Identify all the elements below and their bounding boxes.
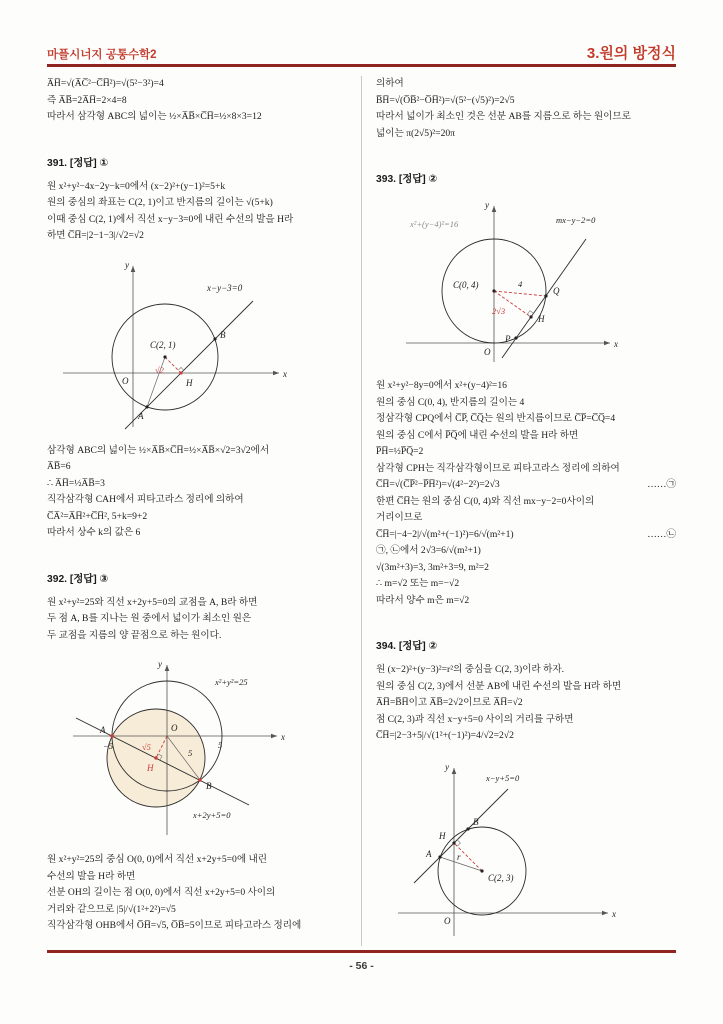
point-a [145, 405, 148, 408]
solution-line: 직각삼각형 OHB에서 O̅H̅=√5, O̅B̅=5이므로 피타고라스 정리에 [47, 920, 302, 931]
point-h [529, 315, 532, 318]
solution-line: 삼각형 CPH는 직각삼각형이므로 피타고라스 정리에 의하여 [376, 462, 620, 474]
point-b [466, 827, 469, 830]
origin-label: O [444, 915, 451, 926]
solution-line: ∴ m=√2 또는 m=−√2 [376, 578, 460, 589]
solution-390-continued [47, 76, 347, 126]
solution-line: C̅A̅²=A̅H̅²+C̅H̅², 5+k=9+2 [47, 510, 148, 522]
point-p-label: P [505, 334, 511, 344]
point-c [492, 289, 495, 292]
tick-neg5-label: −5 [103, 741, 113, 751]
solution-line: 따라서 양수 m은 m=√2 [376, 594, 470, 606]
equation-tag: ……㉠ [647, 479, 676, 490]
x-axis-arrow-icon [273, 370, 279, 375]
y-axis-arrow-icon [452, 768, 457, 774]
radius-ob-length-label: 5 [188, 748, 193, 758]
problem-393-heading: 393. [정답] ② [376, 174, 438, 185]
radius-ca [440, 857, 482, 871]
point-q [544, 294, 547, 297]
circle-equation-label: x²+(y−4)²=16 [410, 219, 459, 229]
figure-391 [55, 255, 347, 435]
x-axis-label: x [612, 908, 616, 919]
x-axis-arrow-icon [602, 910, 608, 915]
radius-cq [494, 291, 546, 296]
origin-label: O [484, 347, 491, 357]
solution-line: 따라서 삼각형 ABC의 넓이는 ½×A̅B̅×C̅H̅=½×8×3=12 [47, 111, 262, 122]
chord-line-393 [502, 239, 586, 358]
y-axis-arrow-icon [165, 665, 170, 671]
solution-line: 두 점 A, B를 지나는 원 중에서 넓이가 최소인 원은 [47, 613, 252, 624]
figure-394 [384, 755, 676, 945]
point-a-label: A [426, 848, 432, 859]
center-label: C(2, 3) [488, 872, 514, 883]
solution-line: 원 x²+y²=25와 직선 x+2y+5=0의 교점을 A, B라 하면 [47, 596, 258, 608]
solution-line: 선분 OH의 길이는 점 O(0, 0)에서 직선 x+2y+5=0 사이의 [47, 887, 276, 898]
point-h [154, 756, 157, 759]
circle-equation-label: x²+y²=25 [215, 677, 248, 687]
tick-5-label: 5 [218, 740, 223, 750]
point-b-label: B [473, 816, 479, 827]
solution-line: 점 C(2, 3)과 직선 x−y+5=0 사이의 거리를 구하면 [376, 713, 574, 725]
content-columns [47, 76, 676, 946]
x-axis-arrow-icon [604, 341, 610, 346]
segment-oh-length-label: √5 [142, 742, 151, 752]
point-h [452, 841, 455, 844]
solution-line: 의하여 [376, 78, 404, 89]
solution-line: 직각삼각형 CAH에서 피타고라스 정리에 의하여 [47, 494, 244, 505]
point-a-label: A [100, 725, 106, 735]
figure-391-canvas [55, 255, 290, 430]
point-b-label: B [206, 781, 212, 791]
center-label: C(0, 4) [453, 280, 479, 290]
right-angle-mark [457, 839, 460, 845]
x-axis-label: x [614, 339, 618, 349]
figure-393 [376, 195, 676, 370]
solution-line: 따라서 넓이가 최소인 것은 선분 AB를 지름으로 하는 원이므로 [376, 111, 631, 122]
point-c [163, 355, 166, 358]
solution-line-tagged [376, 527, 676, 544]
figure-392-canvas [55, 654, 290, 839]
segment-ch-length-label: 2√3 [492, 306, 506, 316]
solution-line: 이때 중심 C(2, 1)에서 직선 x−y−3=0에 내린 수선의 발을 H라 [47, 213, 294, 225]
x-axis-arrow-icon [271, 734, 277, 739]
point-h [179, 371, 182, 374]
solution-line: 거리와 같으므로 |5|/√(1²+2²)=√5 [47, 903, 176, 915]
solution-line: ∴ A̅H̅=½A̅B̅=3 [47, 477, 105, 489]
point-a-label: A [138, 410, 144, 421]
origin-label: O [171, 723, 178, 733]
chapter-title: 3.원의 방정식 [586, 45, 676, 62]
line-equation-label: x−y−3=0 [207, 282, 243, 293]
figure-394-canvas [384, 755, 619, 940]
y-axis-label: y [445, 761, 449, 772]
point-a [110, 734, 113, 737]
point-h-label: H [186, 377, 193, 388]
point-q-label: Q [553, 286, 560, 296]
chord-line-391 [125, 301, 253, 429]
solution-392-continued [376, 76, 676, 142]
y-axis-arrow-icon [492, 206, 497, 212]
y-axis-label: y [485, 200, 489, 210]
solution-line: 원의 중심 C(0, 4), 반지름의 길이는 4 [376, 396, 525, 408]
y-axis-label: y [158, 659, 162, 669]
center-label: C(2, 1) [150, 339, 176, 350]
line-equation-label: x+2y+5=0 [193, 810, 231, 820]
radius-r-label: r [457, 851, 461, 862]
line-equation-label: x−y+5=0 [486, 772, 520, 783]
solution-line: A̅H̅=√(A̅C̅²−C̅H̅²)=√(5²−3²)=4 [47, 78, 164, 89]
point-h-label: H [439, 830, 446, 841]
solution-line: 수선의 발을 H라 하면 [47, 870, 136, 882]
solution-line: 원 x²+y²−8y=0에서 x²+(y−4)²=16 [376, 380, 507, 391]
solution-line: 원 (x−2)²+(y−3)²=r²의 중심을 C(2, 3)이라 하자. [376, 664, 565, 675]
figure-393-canvas [376, 195, 626, 365]
point-b [198, 778, 201, 781]
solution-line: B̅H̅=√(O̅B̅²−O̅H̅²)=√(5²−(√5)²)=2√5 [376, 94, 515, 106]
solution-line: 정삼각형 CPQ에서 C̅P̅, C̅Q̅는 원의 반지름이므로 C̅P̅=C̅Q̅=4 [376, 413, 616, 424]
solution-line: 따라서 상수 k의 값은 6 [47, 527, 141, 538]
solution-line: 넓이는 π(2√5)²=20π [376, 127, 456, 139]
equation-text: C̅H̅=√(C̅P̅²−P̅H̅²)=√(4²−2²)=2√3 [376, 479, 500, 490]
solution-line: 한편 C̅H̅는 원의 중심 C(0, 4)와 직선 mx−y−2=0사이의 [376, 495, 595, 507]
point-b [213, 337, 216, 340]
point-h-label: H [538, 314, 545, 324]
solution-line: 원의 중심의 좌표는 C(2, 1)이고 반지름의 길이는 √(5+k) [47, 197, 273, 208]
solution-line: C̅H̅=|2−3+5|/√(1²+(−1)²)=4/√2=2√2 [376, 730, 514, 741]
solution-line: √(3m²+3)=3, 3m²+3=9, m²=2 [376, 561, 489, 573]
left-column [47, 76, 347, 946]
radius-length-label: 4 [518, 279, 523, 289]
solution-line-tagged [376, 477, 676, 494]
solution-line: 즉 A̅B̅=2A̅H̅=2×4=8 [47, 94, 127, 106]
y-axis-label: y [125, 259, 129, 270]
segment-ch [165, 357, 181, 373]
point-c [480, 869, 483, 872]
footer-rule [47, 950, 676, 953]
solution-line: 거리이므로 [376, 512, 423, 523]
book-title: 마플시너지 공통수학2 [47, 49, 157, 61]
solution-line: 원의 중심 C(2, 3)에서 선분 AB에 내린 수선의 발을 H라 하면 [376, 680, 622, 692]
solution-line: 삼각형 ABC의 넓이는 ½×A̅B̅×C̅H̅=½×A̅B̅×√2=3√2에서 [47, 444, 270, 456]
problem-394-heading: 394. [정답] ② [376, 641, 438, 652]
solution-line: 두 교점을 지름의 양 끝점으로 하는 원이다. [47, 629, 222, 641]
column-divider [361, 76, 362, 946]
solution-line: ㉠, ㉡에서 2√3=6/√(m²+1) [376, 545, 481, 556]
x-axis-label: x [281, 732, 285, 742]
point-h-label: H [147, 763, 154, 773]
page-number: - 56 - [349, 960, 374, 972]
solution-line: A̅B̅=6 [47, 461, 71, 472]
solution-line: 원 x²+y²=25의 중심 O(0, 0)에서 직선 x+2y+5=0에 내린 [47, 854, 268, 865]
solution-line: 원의 중심 C에서 P̅Q̅에 내린 수선의 발을 H라 하면 [376, 429, 579, 441]
segment-ch-length-label: √2 [155, 364, 164, 375]
chord-line-394 [414, 789, 508, 883]
origin-label: O [122, 375, 129, 386]
solution-line: P̅H̅=½P̅Q̅=2 [376, 446, 424, 457]
solution-line: 원 x²+y²−4x−2y−k=0에서 (x−2)²+(y−1)²=5+k [47, 180, 226, 192]
right-angle-mark [178, 367, 184, 370]
equation-tag: ……㉡ [647, 528, 676, 540]
point-b-label: B [220, 329, 226, 340]
problem-391-heading: 391. [정답] ① [47, 157, 109, 169]
point-p [514, 336, 517, 339]
header-rule [47, 64, 676, 67]
right-column [376, 76, 676, 946]
line-equation-label: mx−y−2=0 [556, 215, 596, 225]
y-axis-arrow-icon [131, 266, 136, 272]
x-axis-label: x [283, 368, 287, 379]
equation-text: C̅H̅=|−4−2|/√(m²+(−1)²)=6/√(m²+1) [376, 528, 514, 540]
problem-392-heading: 392. [정답] ③ [47, 573, 109, 585]
solution-line: 하면 C̅H̅=|2−1−3|/√2=√2 [47, 230, 144, 241]
figure-392 [55, 654, 347, 844]
point-a [438, 855, 441, 858]
solution-line: A̅H̅=B̅H̅이고 A̅B̅=2√2이므로 A̅H̅=√2 [376, 697, 523, 708]
